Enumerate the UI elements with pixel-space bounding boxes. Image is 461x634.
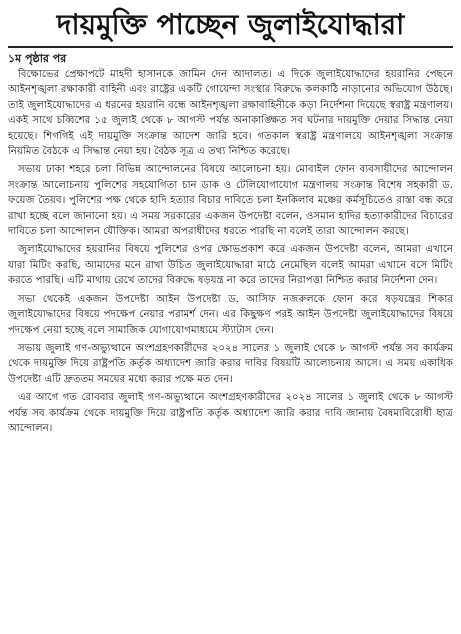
article-paragraph: সভা থেকেই একজন উপদেষ্টা আইন উপদেষ্টা ড. আসিফ নজরুলকে ফোন করে ষড়যন্ত্রের শিকার জুলাইযোদ্ধাদের বিষয়ে পদক্ষেপ নেয়ার পরামর্শ দেন। এর কিছুক্ষণ পরই আইন উপদেষ্টা জুলাইযোদ্ধাদের বিষয়ে পদক্ষেপ নেয়া হচ্ছে বলে সামাজিক যোগাযোগমাধ্যমে স্ট্যাটাস দেন। <box>8 293 453 336</box>
article-paragraph: বিক্ষোভের প্রেক্ষাপটে মাহদী হাসানকে জামিন দেন আদালত। এ দিকে জুলাইযোদ্ধাদের হয়রানির পেছনে আইনশৃঙ্খলা রক্ষাকারী বাহিনী এবং রাষ্ট্রের একটি গোয়েন্দা সংস্থার বিরুদ্ধে কলকাঠি নাড়ানোর অভিযোগ উঠছে। তাই জুলাইযোদ্ধাদের এ ধরনের হয়রানি বন্ধে আইনশৃঙ্খলা রক্ষাবাহিনীকে কড়া নির্দেশনা দিয়েছে স্বরাষ্ট্র মন্ত্রণালয়। একই সাথে চব্বিশের ১৫ জুলাই থেকে ৮ আগস্ট পর্যন্ত অনাকাঙ্ক্ষিত সব ঘটনার দায়মুক্তি দেয়ার সিদ্ধান্ত নেয়া হয়েছে। শিগগিই এই দায়মুক্তি সংক্রান্ত আদেশ জারি হবে। গতকাল স্বরাষ্ট্র মন্ত্রণালয়ে আইনশৃঙ্খলা সংক্রান্ত নিয়মিত বৈঠকে এ সিদ্ধান্ত নেয়া হয়। বৈঠক সূত্র এ তথ্য নিশ্চিত করেছে। <box>8 69 453 158</box>
headline: দায়মুক্তি পাচ্ছেন জুলাইযোদ্ধারা <box>56 8 405 41</box>
article-body <box>8 67 453 436</box>
article-paragraph: জুলাইযোদ্ধাদের হয়রানির বিষয়ে পুলিশের ওপর ক্ষোভপ্রকাশ করে একজন উপদেষ্টা বলেন, আমরা এখানে যারা মিটিং করছি, আমাদের মনে রাখা উচিত জুলাইযোদ্ধারা মাঠে নেমেছিল বলেই আমরা এখানে বসে মিটিং করতে পারছি। এটি মাথায় রেখে তাদের বিরুদ্ধে ষড়যন্ত্র না করে তাদের নিরাপত্তা নিশ্চিত করার নির্দেশনা দেন। <box>8 244 453 287</box>
article-paragraph: এর আগে গত রোববার জুলাই গণ-অভ্যুত্থানে অংশগ্রহণকারীদের ২০২৪ সালের ১ জুলাই থেকে ৮ আগস্ট পর্যন্ত সব কার্যক্রম থেকে দায়মুক্তি দিয়ে রাষ্ট্রপতি কর্তৃক অধ্যাদেশ জারি করার দাবি জানায় বৈষম্যবিরোধী ছাত্র আন্দোলন। <box>8 392 453 434</box>
headline-rule <box>8 46 453 48</box>
article-paragraph: সভায় ঢাকা শহরে চলা বিভিন্ন আন্দোলনের বিষয়ে আলোচনা হয়। মোবাইল ফোন ব্যবসায়ীদের আন্দোলন সংক্রান্ত আলোচনায় পুলিশের সহযোগিতা চান ডাক ও টেলিযোগাযোগ মন্ত্রণালয় সংক্রান্ত বিশেষ সহকারী ড. ফয়েজ তৈয়ব। পুলিশের পক্ষ থেকে হাদি হত্যার বিচার দাবিতে চলা ইনকিলাব মঞ্চের কর্মসূচিতেও রাস্তা বন্ধ করে রাখা হচ্ছে বলে জানানো হয়। এ সময় সরকারের একজন উপদেষ্টা বলেন, ওসমান হাদির হত্যাকারীদের বিচারের দাবিতে চলা আন্দোলন যৌক্তিক। আমরা অপরাধীদের ধরতে পারছি না বলেই তারা আন্দোলন করছে। <box>8 164 453 238</box>
article-paragraph: সভায় জুলাই গণ-অভ্যুত্থানে অংশগ্রহণকারীদের ২০২৪ সালের ১ জুলাই থেকে ৮ আগস্ট পর্যন্ত সব কার্যক্রম থেকে দায়মুক্তি দিয়ে রাষ্ট্রপতি কর্তৃক অধ্যাদেশ জারি করার দাবির বিষয়টি আলোচনায় আসে। এ সময় একাধিক উপদেষ্টা এটি দ্রুততম সময়ের মধ্যে করার পক্ষে মত দেন। <box>8 342 453 385</box>
continued-from-label: ১ম পৃষ্ঠার পর <box>8 52 67 65</box>
